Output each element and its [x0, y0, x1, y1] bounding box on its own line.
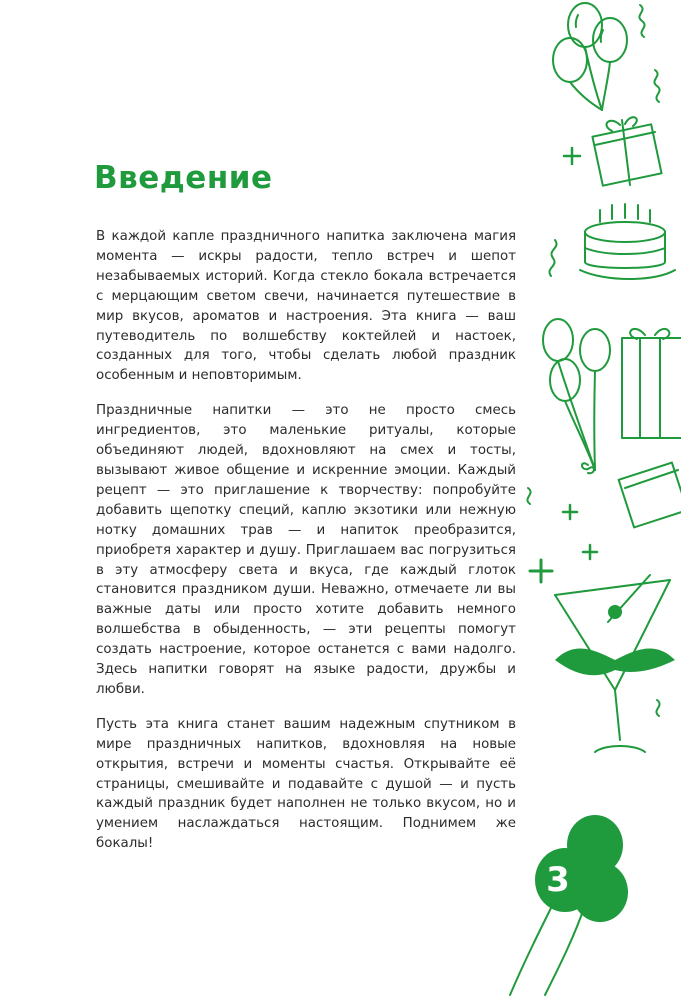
- gift-box-icon: [619, 463, 681, 528]
- olive-icon: [608, 605, 622, 619]
- birthday-cake-icon: [580, 204, 675, 279]
- bow-icon: [555, 648, 675, 675]
- paragraph-2: Праздничные напитки — это не просто смесь ингредиентов, это маленькие ритуалы, которые объединяют людей, вдохновляют на смех и тосты, вызывают живое общение и искренние эмоции. Каждый рецепт — это приглашение к творчеству: попробуйте добавить щепотку специй, каплю экзотики или нежную нотку домашних трав — и напиток преобразится, приобретя характер и душу. Приглашаем вас погрузиться в эту атмосферу света и вкуса, где каждый глоток становится праздником души. Неважно, отмечаете ли вы важные даты или просто хотите добавить немного волшебства в обыденность, — эти рецепты помогут создать настроение, которое останется с вами надолго. Здесь напитки говорят на языке радости, дружбы и любви.: [96, 403, 516, 697]
- streamer-icon: [639, 5, 644, 37]
- paragraph-1: В каждой капле праздничного напитка заключена магия момента — искры радости, тепло встреч и шепот незабываемых историй. Когда стекло бокала встречается с мерцающим светом свечи, начинается путешествие в мир вкусов, ароматов и настроения. Эта книга — ваш путеводитель по волшебству коктейлей и настоек, созданных для того, чтобы сделать любой праздник особенным и неповторимым.: [96, 229, 516, 384]
- gift-box-icon: [622, 329, 681, 438]
- balloons-icon: [543, 319, 610, 473]
- page-number: 3: [546, 860, 570, 900]
- balloon-strings: [510, 900, 585, 995]
- gift-box-icon: [592, 117, 661, 185]
- streamer-icon: [656, 700, 659, 716]
- streamer-icon: [527, 488, 530, 504]
- streamer-icon: [549, 240, 556, 276]
- sparkle-icon: [563, 505, 577, 519]
- sparkle-icon: [583, 545, 597, 559]
- sparkle-icon: [530, 560, 552, 582]
- page-title: Введение: [94, 160, 273, 196]
- balloon-filled: [572, 862, 628, 922]
- paragraph-3: Пусть эта книга станет вашим надежным спутником в мире праздничных напитков, вдохновляя на новые открытия, встречи и моменты счастья. Открывайте её страницы, смешивайте и подавайте с душой — и пусть каждый праздник будет наполнен не только вкусом, но и умением наслаждаться настоящим. Поднимем же бокалы!: [96, 716, 516, 852]
- streamer-icon: [654, 70, 659, 102]
- sparkle-icon: [564, 148, 580, 164]
- balloons-icon: [553, 3, 627, 110]
